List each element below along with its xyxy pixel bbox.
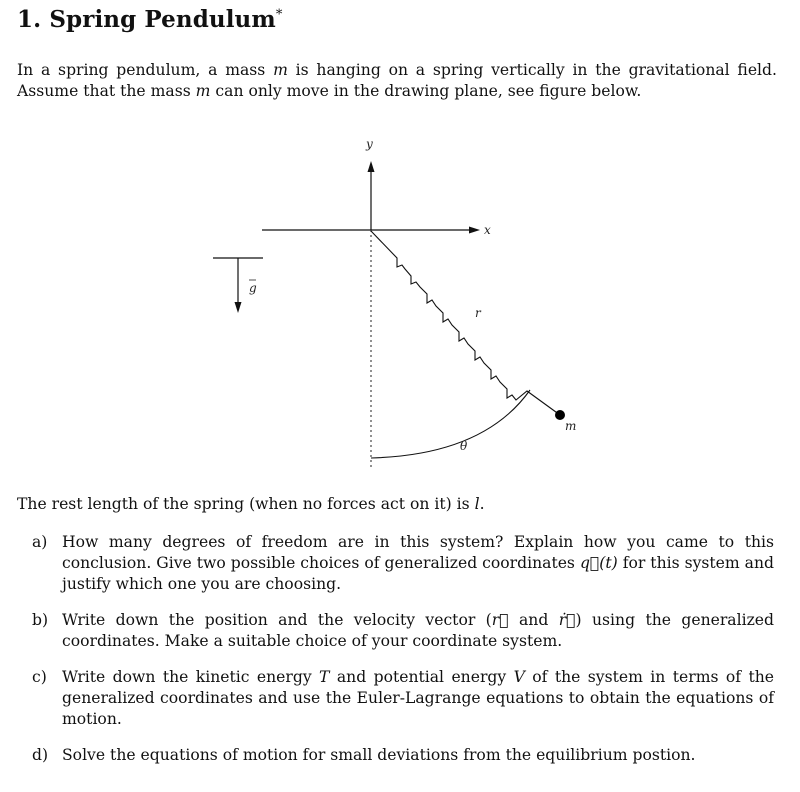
question-b-math-2: ṙ⃗ (558, 611, 576, 629)
question-a (32, 532, 774, 595)
spring-label: r (475, 306, 481, 320)
question-d-label: d) (32, 746, 49, 764)
question-c-text-2: and potential energy (329, 668, 514, 686)
y-axis-arrowhead (368, 161, 375, 172)
question-a-text-1: How many degrees of freedom are in this system? Explain how you came to this conclusion. Give two possible choices of generalized coordinates (62, 533, 774, 572)
question-c (32, 667, 774, 730)
question-c-label: c) (32, 668, 47, 686)
gravity-arrowhead (235, 302, 242, 313)
question-b-text-2: and (508, 611, 559, 629)
rest-length-sentence (17, 494, 777, 515)
question-c-text-3: of the system in terms of the generalized coordinates and use the Euler-Lagrange equations to obtain the equations of motion. (62, 668, 774, 728)
angle-arc (371, 390, 530, 458)
y-axis-label: y (366, 137, 373, 151)
rest-length-text: The rest length of the spring (when no forces act on it) is (17, 495, 475, 513)
spring-coil (371, 231, 560, 415)
intro-text-1: In a spring pendulum, a mass (17, 61, 274, 79)
question-b-text-1: Write down the position and the velocity vector ( (62, 611, 492, 629)
problem-number: 1. (17, 6, 42, 33)
angle-label: θ (460, 439, 468, 453)
problem-title-text: Spring Pendulum (49, 6, 276, 33)
spring-pendulum-figure (0, 130, 800, 480)
intro-text-2: is hanging on a spring vertically in the gravitational field. Assume that the mass (17, 61, 777, 100)
question-d (32, 745, 774, 766)
question-a-text-2: for this system and justify which one you are choosing. (62, 554, 774, 593)
pendulum-mass (555, 410, 565, 420)
intro-math-mass-1: m (273, 61, 288, 79)
question-list (32, 532, 774, 766)
footnote-marker: * (275, 7, 283, 23)
rest-length-math: l (474, 495, 480, 513)
question-d-text-1: Solve the equations of motion for small deviations from the equilibrium postion. (62, 746, 696, 764)
question-b (32, 610, 774, 652)
intro-paragraph (17, 60, 777, 102)
rest-length-end: . (479, 495, 485, 513)
intro-math-mass-2: m (195, 82, 211, 100)
mass-label: m (565, 419, 577, 433)
x-axis-arrowhead (469, 227, 480, 234)
question-c-math-1: T (319, 668, 330, 686)
question-b-math-1: r⃗ (491, 611, 509, 629)
question-b-label: b) (32, 611, 49, 629)
question-a-math-1: q⃗(t) (579, 554, 618, 572)
gravity-label: g (249, 281, 257, 295)
question-a-label: a) (32, 533, 48, 551)
question-b-text-3: ) using the generalized coordinates. Make a suitable choice of your coordinate system. (62, 611, 775, 650)
intro-text-3: can only move in the drawing plane, see figure below. (210, 82, 642, 100)
problem-title (17, 6, 282, 33)
question-c-text-1: Write down the kinetic energy (62, 668, 320, 686)
question-c-math-2: V (513, 668, 525, 686)
x-axis-label: x (484, 223, 491, 237)
